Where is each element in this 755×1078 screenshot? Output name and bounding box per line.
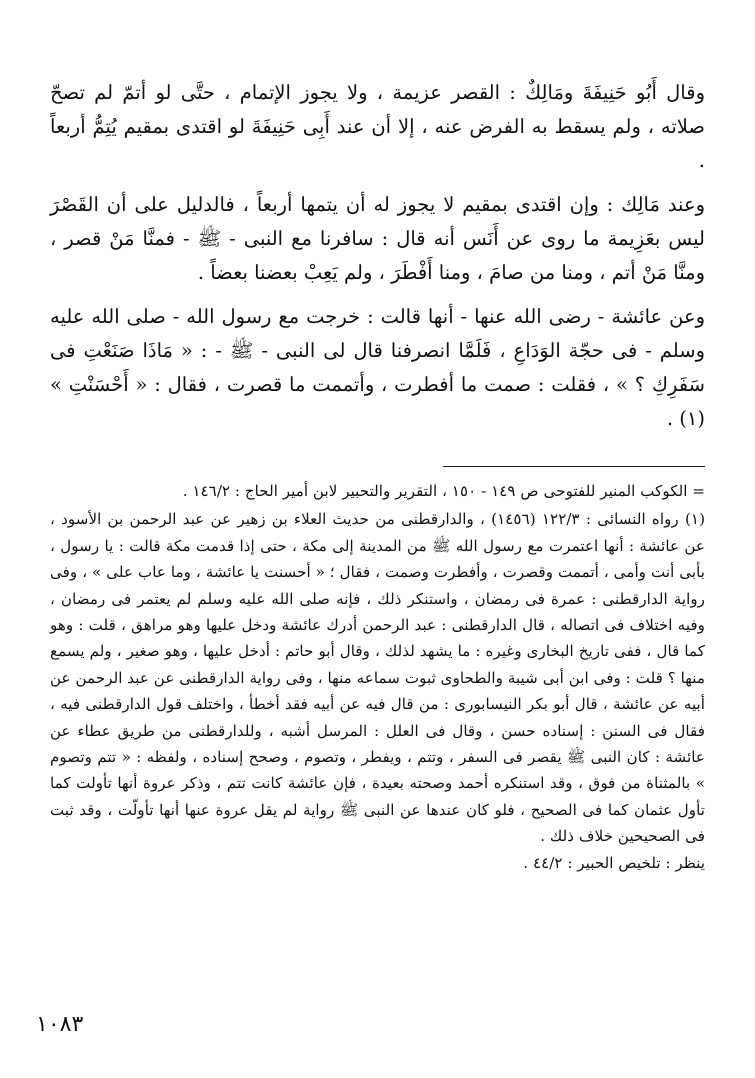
- main-text: [50, 76, 705, 436]
- paragraph-malik: وعند مَالِك : وإن اقتدى بمقيم لا يجوز له أن يتمها أربعاً ، فالدليل على أن القَصْرَ ليس بعَزِيمة ما روى عن أَنَس أنه قال : سافرنا مع النبى - ﷺ - فمنَّا مَنْ قصر ، ومنَّا مَنْ أتم ، ومنا من صامَ ، ومنا أَفْطَرَ ، ولم يَعِبْ بعضنا بعضاً .: [50, 193, 705, 284]
- footnote-carryover: = الكوكب المنير للفتوحى ص ١٤٩ - ١٥٠ ، التقرير والتحبير لابن أمير الحاج : ١٤٦/٢ .: [182, 482, 705, 500]
- footnote-1: (١) رواه النسائى : ١٢٢/٣ (١٤٥٦) ، والدارقطنى من حديث العلاء بن زهير عن عبد الرحمن بن الأسود ، عن عائشة : أنها اعتمرت مع رسول الله ﷺ من المدينة إلى مكة ، حتى إذا قدمت مكة قالت : يا رسول ، بأبى أنت وأمى ، أتممت وقصرت ، وأفطرت وصمت ، فقال ؛ « أحسنت يا عائشة ، وما عاب على » ، وفى رواية الدارقطنى : عمرة فى رمضان ، واستنكر ذلك ، فإنه صلى الله عليه وسلم لم يعتمر فى رمضان ، وفيه اختلاف فى اتصاله ، قال الدارقطنى : عبد الرحمن أدرك عائشة ودخل عليها وهو مراهق ، قلت : وهو كما قال ، ففى تاريخ البخارى وغيره : ما يشهد لذلك ، وقال أبو حاتم : أدخل عليها ، وهو صغير ، ولم يسمع منها ؟ قلت : وفى ابن أبى شيبة والطحاوى ثبوت سماعه منها ، وفى رواية الدارقطنى عن عبد الرحمن عن أبيه عن عائشة ، قال أبو بكر النيسابورى : من قال فيه عن أبيه فقد أخطأ ، واختلف قول الدارقطنى فيه ، فقال فى السنن : إسناده حسن ، وقال فى العلل : المرسل أشبه ، وللدارقطنى من طريق عطاء عن عائشة : كان النبى ﷺ يقصر فى السفر ، وتتم ، ويفطر ، وتصوم ، وصحح إسناده ، ولفظه : « تتم وتصوم » بالمثناة من فوق ، وقد استنكره أحمد وصحته بعيدة ، فإن عائشة كانت تتم ، وذكر عروة أنها تأولت كما تأول عثمان كما فى الصحيح ، فلو كان عندها عن النبى ﷺ رواية لم يقل عروة عنها أنها تأولّت ، وقد ثبت فى الصحيحين خلاف ذلك .: [50, 510, 705, 846]
- paragraph-aisha: وعن عائشة - رضى الله عنها - أنها قالت : خرجت مع رسول الله - صلى الله عليه وسلم - فى حجّة الوَدَاعِ ، فَلَمَّا انصرفنا قال لى النبى - ﷺ - : « مَاذَا صَنَعْتِ فى سَفَرِكِ ؟ » ، فقلت : صمت ما أفطرت ، وأتممت ما قصرت ، فقال : « أَحْسَنْتِ » (١) .: [50, 305, 705, 430]
- footnotes: [50, 478, 705, 876]
- paragraph-abu-hanifa: وقال أَبُو حَنِيفَةَ ومَالِكٌ : القصر عزيمة ، ولا يجوز الإتمام ، حتَّى لو أتمّ لم تصحّ صلاته ، ولم يسقط به الفرض عنه ، إلا أن عند أَبِى حَنِيفَةَ لو اقتدى بمقيم يُتِمُّ أربعاً .: [50, 81, 705, 172]
- footnote-separator: [443, 466, 705, 467]
- footnote-reference: ينظر : تلخيص الحبير : ٤٤/٢ .: [523, 853, 705, 872]
- page-number: ١٠٨٣: [36, 1012, 84, 1037]
